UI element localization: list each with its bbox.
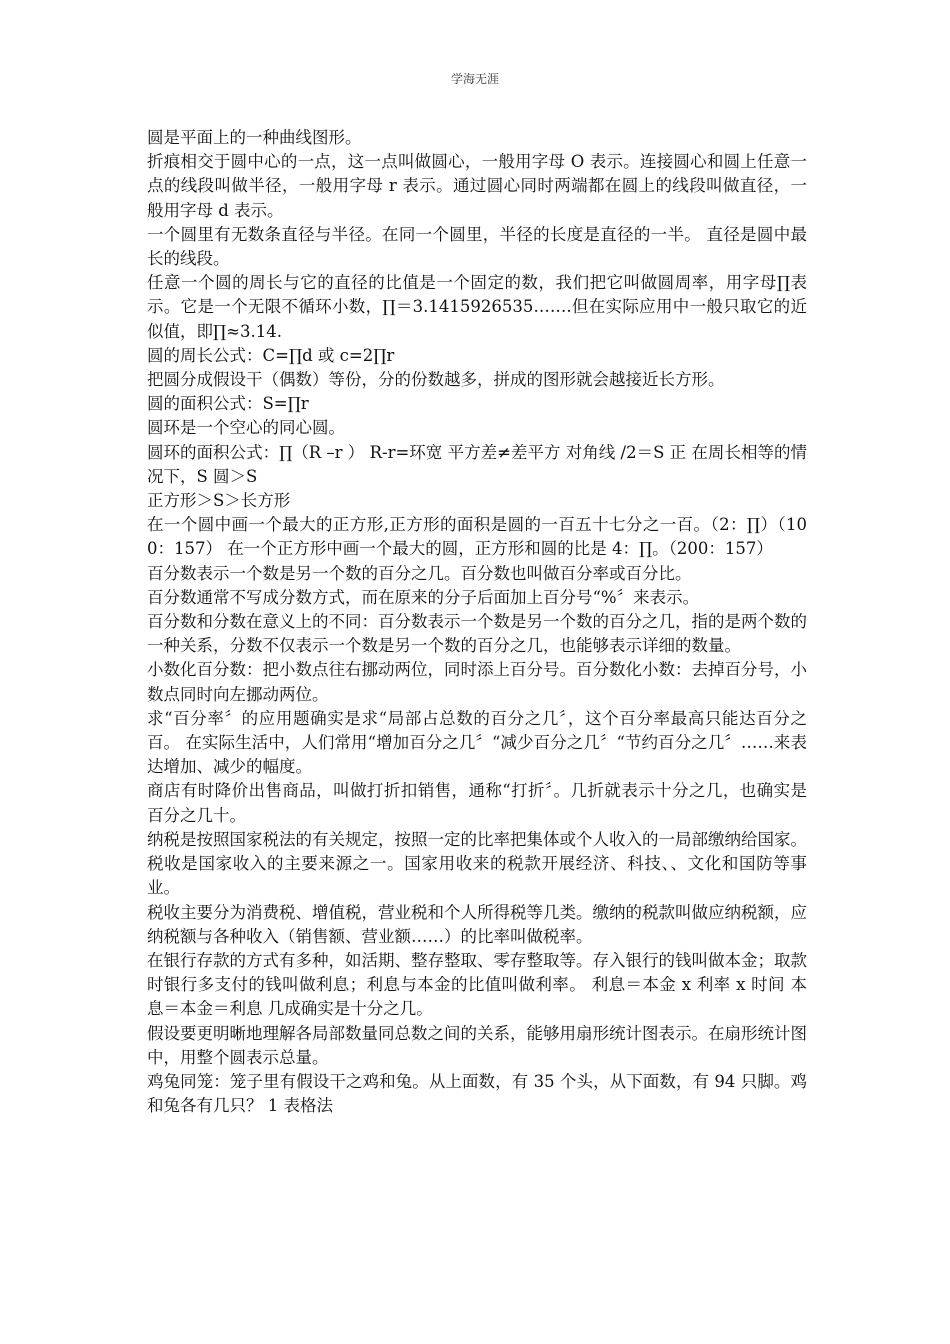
paragraph-annulus-area: 圆环的面积公式：∏（R –r ） R-r=环宽 平方差≠差平方 对角线 /2＝S 正 在周长相等的情况下，S 圆＞S bbox=[147, 442, 807, 486]
document-body bbox=[147, 126, 807, 1118]
paragraph-square-in-circle: 在一个圆中画一个最大的正方形,正方形的面积是圆的一百五十七分之一百。（2：∏）（100：157） 在一个正方形中画一个最大的圆，正方形和圆的比是 4：∏。（200：157） bbox=[147, 515, 807, 559]
paragraph-pie-chart: 假设要更明晰地理解各局部数量同总数之间的关系，能够用扇形统计图表示。在扇形统计图中，用整个圆表示总量。 bbox=[147, 1023, 807, 1067]
paragraph-tax: 纳税是按照国家税法的有关规定，按照一定的比率把集体或个人收入的一局部缴纳给国家。税收是国家收入的主要来源之一。国家用收来的税款开展经济、科技、、文化和国防等事业。 bbox=[147, 829, 807, 898]
paragraph-shape-comparison: 正方形＞S＞长方形 bbox=[147, 491, 291, 511]
paragraph-chicken-rabbit: 鸡兔同笼：笼子里有假设干之鸡和兔。从上面数，有 35 个头，从下面数，有 94 只脚。鸡和兔各有几只？ 1 表格法 bbox=[147, 1071, 807, 1116]
paragraph-decimal-percent-conversion: 小数化百分数：把小数点往右挪动两位，同时添上百分号。百分数化小数：去掉百分号，小 数点同时向左挪动两位。 bbox=[147, 660, 807, 704]
paragraph-center-radius-diameter: 折痕相交于圆中心的一点，这一点叫做圆心，一般用字母 O 表示。连接圆心和圆上任意一点的线段叫做半径，一般用字母 r 表示。通过圆心同时两端都在圆上的线段叫做直径，一般用字母 d 表示。 bbox=[147, 152, 807, 220]
paragraph-annulus: 圆环是一个空心的同心圆。 bbox=[147, 418, 345, 438]
paragraph-percent-notation: 百分数通常不写成分数方式，而在原来的分子后面加上百分号“%〞来表示。 bbox=[147, 587, 700, 607]
page-header: 学海无涯 bbox=[450, 72, 499, 86]
paragraph-pi: 任意一个圆的周长与它的直径的比值是一个固定的数，我们把它叫做圆周率，用字母∏表示。它是一个无限不循环小数，∏＝3.1415926535…….但在实际应用中一般只取它的近似值，即∏≈3.14. bbox=[147, 273, 807, 341]
paragraph-bank-interest: 在银行存款的方式有多种，如活期、整存整取、零存整取等。存入银行的钱叫做本金；取款时银行多支付的钱叫做利息；利息与本金的比值叫做利率。 利息＝本金 x 利率 x 时间 本息＝本金＝利息 几成确实是十分之几。 bbox=[147, 950, 807, 1019]
paragraph-area-formula: 圆的面积公式：S=∏r bbox=[147, 394, 309, 414]
paragraph-percentage-problems: 求“百分率〞的应用题确实是求“局部占总数的百分之几〞，这个百分率最高只能达百分之百。 在实际生活中，人们常用“增加百分之几〞“减少百分之几〞“节约百分之几〞……来表达增加、减少的幅度。 bbox=[147, 708, 807, 777]
paragraph-tax-types: 税收主要分为消费税、增值税，营业税和个人所得税等几类。缴纳的税款叫做应纳税额，应纳税额与各种收入（销售额、营业额……）的比率叫做税率。 bbox=[147, 902, 807, 946]
paragraph-percent-definition: 百分数表示一个数是另一个数的百分之几。百分数也叫做百分率或百分比。 bbox=[147, 563, 692, 583]
paragraph-radius-diameter-relation: 一个圆里有无数条直径与半径。在同一个圆里，半径的长度是直径的一半。 直径是圆中最长的线段。 bbox=[147, 224, 807, 269]
paragraph-percent-vs-fraction: 百分数和分数在意义上的不同：百分数表示一个数是另一个数的百分之几，指的是两个数的 一种关系，分数不仅表示一个数是另一个数的百分之几，也能够表示详细的数量。 bbox=[147, 612, 807, 656]
paragraph-circle-to-rectangle: 把圆分成假设干（偶数）等份，分的份数越多，拼成的图形就会越接近长方形。 bbox=[147, 370, 725, 390]
paragraph-discount: 商店有时降价出售商品，叫做打折扣销售，通称“打折〞。几折就表示十分之几，也确实是百分之几十。 bbox=[147, 781, 807, 825]
paragraph-circumference-formula: 圆的周长公式：C=∏d 或 c=2∏r bbox=[147, 345, 395, 365]
paragraph-circle-definition: 圆是平面上的一种曲线图形。 bbox=[147, 128, 362, 147]
